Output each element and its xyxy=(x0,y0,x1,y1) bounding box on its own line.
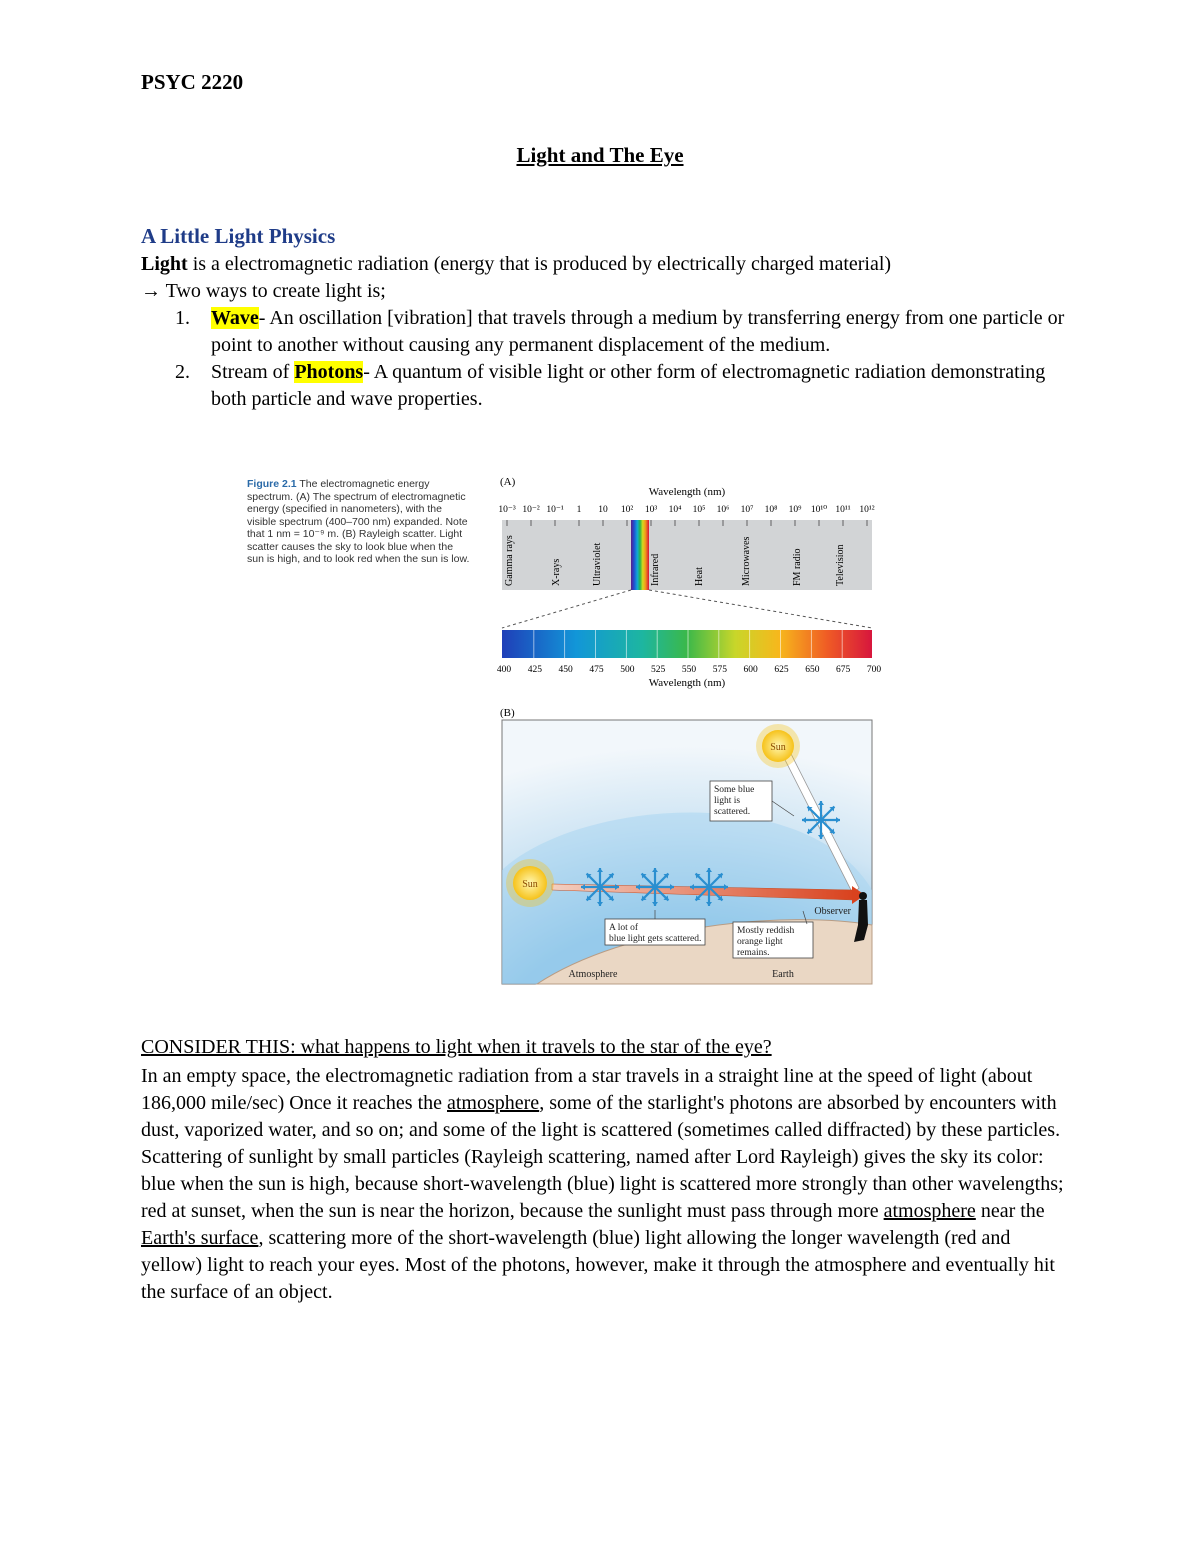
paragraph-text: , some of the starlight's photons are absorbed by encounters with dust, vaporized water, and so on; and some of the light is scattered (sometimes called diffracted) by these particles. Scattering of sunlight by small particles (Rayleigh scattering, named after Lord Rayleigh) gives the sky its color: blue when the sun is high, because short-wavelength (blue) light is scattered more strongly than other wavelengths; red at sunset, when the sun is near the horizon, because the sunlight must pass through more xyxy=(141,1092,1064,1222)
exponent-tick-label: 10² xyxy=(620,505,634,515)
section-heading: A Little Light Physics xyxy=(141,224,336,248)
svg-text:A lot ofblue light gets scatte: A lot of blue light gets scattered. xyxy=(609,923,702,944)
list-item xyxy=(141,359,1071,413)
visible-tick-label: 675 xyxy=(836,665,851,675)
exponent-tick-label: 10 xyxy=(598,505,608,515)
light-term: Light xyxy=(141,253,188,275)
expansion-line-right xyxy=(649,590,872,628)
wave-term: Wave xyxy=(211,307,259,329)
page-title: Light and The Eye xyxy=(516,143,684,167)
exponent-tick-label: 10⁻³ xyxy=(498,505,516,515)
visible-tick-label: 575 xyxy=(712,665,727,675)
svg-text:Some bluelight isscattered.: Some blue light is scattered. xyxy=(714,785,755,817)
visible-tick-label: 550 xyxy=(681,665,697,675)
visible-tick-label: 625 xyxy=(774,665,789,675)
list-number: 2. xyxy=(175,361,190,383)
visible-tick-label: 700 xyxy=(866,665,882,675)
panel-b-label: (B) xyxy=(500,707,515,719)
scatter-particle xyxy=(802,801,840,839)
callout-remain xyxy=(733,922,813,958)
paragraph-text: near the xyxy=(975,1200,1045,1222)
photons-def: - A quantum of visible light or other form of electromagnetic radiation demonstrating both particle and wave properties. xyxy=(211,361,1046,410)
visible-tick-label: 400 xyxy=(496,665,512,675)
exponent-tick-label: 10⁷ xyxy=(740,505,754,515)
exponent-tick-label: 10¹² xyxy=(859,505,875,515)
light-definition xyxy=(141,251,1071,305)
figure-label: Figure 2.1 xyxy=(247,478,297,490)
band-label: Microwaves xyxy=(741,536,752,586)
exponent-tick-label: 10³ xyxy=(644,505,658,515)
exponent-tick-label: 10¹¹ xyxy=(835,505,851,515)
exponent-tick-label: 10⁻¹ xyxy=(546,505,564,515)
photons-prefix: Stream of xyxy=(211,361,295,383)
wavelength-axis-title: Wavelength (nm) xyxy=(648,486,726,498)
exponent-tick-label: 10⁹ xyxy=(788,505,802,515)
sun-high-label: Sun xyxy=(770,742,786,753)
atmosphere-label: Atmosphere xyxy=(568,969,618,980)
expansion-line-left xyxy=(502,590,631,628)
consider-paragraph xyxy=(141,1063,1071,1306)
sun-high xyxy=(756,724,800,768)
paragraph-text: In an empty space, the electromagnetic radiation from a star travels in a straight line at the speed of light (about 186,000 mile/sec) Once it reaches the xyxy=(141,1065,1033,1114)
arrow-icon: → xyxy=(141,280,161,302)
sun-low xyxy=(506,859,554,907)
svg-text:Mostly reddishorange lightrema: Mostly reddish orange light remains. xyxy=(737,926,795,958)
exponent-tick-label: 10⁴ xyxy=(668,505,682,515)
scatter-particle xyxy=(581,868,619,906)
band-label: FM radio xyxy=(792,548,803,586)
figure-graphic xyxy=(247,470,882,990)
visible-tick-label: 650 xyxy=(805,665,820,675)
exponent-tick-labels xyxy=(498,505,874,515)
consider-question: CONSIDER THIS: what happens to light when it travels to the star of the eye? xyxy=(141,1036,772,1058)
panel-a-label: (A) xyxy=(500,476,516,488)
photons-term: Photons xyxy=(294,361,364,383)
band-label: Infrared xyxy=(650,553,661,586)
visible-tick-label: 425 xyxy=(527,665,542,675)
exponent-tick-label: 10⁶ xyxy=(716,505,730,515)
sun-low-label: Sun xyxy=(522,879,538,890)
earths-surface-link[interactable]: Earth's surface xyxy=(141,1227,259,1249)
exponent-tick-label: 10⁻² xyxy=(522,505,540,515)
visible-tick-label: 600 xyxy=(743,665,758,675)
visible-rainbow-strip xyxy=(631,520,649,590)
ways-list xyxy=(141,305,1071,413)
exponent-tick-label: 10⁸ xyxy=(764,505,778,515)
atmosphere-link-2[interactable]: atmosphere xyxy=(883,1200,976,1222)
visible-tick-label: 500 xyxy=(620,665,635,675)
course-header: PSYC 2220 xyxy=(141,70,244,94)
scatter-particle xyxy=(636,868,674,906)
wave-def: - An oscillation [vibration] that travels through a medium by transferring energy from one particle or point to another without causing any permanent displacement of the medium. xyxy=(211,307,1065,356)
figure-2-1 xyxy=(247,470,882,990)
band-label: Heat xyxy=(694,567,705,586)
list-item xyxy=(141,305,1071,359)
figure-caption-text: The electromagnetic energy spectrum. (A) The spectrum of electromagnetic energy (specified in nanometers), with the visible spectrum (400–700 nm) expanded. Note that 1 nm = 10⁻⁹ m. (B) Rayleigh scatter. Light scatter causes the sky to look blue when the sun is high, and to look red when the sun is low. xyxy=(247,478,470,565)
exponent-tick-label: 10⁵ xyxy=(692,505,706,515)
visible-tick-label: 450 xyxy=(558,665,573,675)
visible-tick-label: 475 xyxy=(589,665,604,675)
band-label: Gamma rays xyxy=(504,535,515,586)
rayleigh-scatter-panel xyxy=(502,720,872,984)
exponent-tick-label: 10¹⁰ xyxy=(810,505,828,515)
band-label: Ultraviolet xyxy=(592,542,603,586)
light-def-text: is a electromagnetic radiation (energy that is produced by electrically charged material) xyxy=(187,253,892,275)
visible-tick-labels xyxy=(497,665,882,675)
visible-tick-label: 525 xyxy=(651,665,666,675)
observer-label: Observer xyxy=(814,906,851,917)
list-number: 1. xyxy=(175,307,190,329)
visible-spectrum-bar xyxy=(502,630,872,658)
paragraph-text: , scattering more of the short-wavelength (blue) light allowing the longer wavelength (red and yellow) light to reach your eyes. Most of the photons, however, make it through the atmosphere and eventually hit the surface of an object. xyxy=(141,1227,1055,1303)
atmosphere-link[interactable]: atmosphere xyxy=(447,1092,540,1114)
two-ways-text: Two ways to create light is; xyxy=(161,280,386,302)
earth-label: Earth xyxy=(772,969,794,980)
band-label: Television xyxy=(835,544,846,586)
exponent-tick-label: 1 xyxy=(576,505,582,515)
visible-axis-title: Wavelength (nm) xyxy=(648,677,726,689)
band-label: X-rays xyxy=(551,558,562,586)
scatter-particle xyxy=(690,868,728,906)
